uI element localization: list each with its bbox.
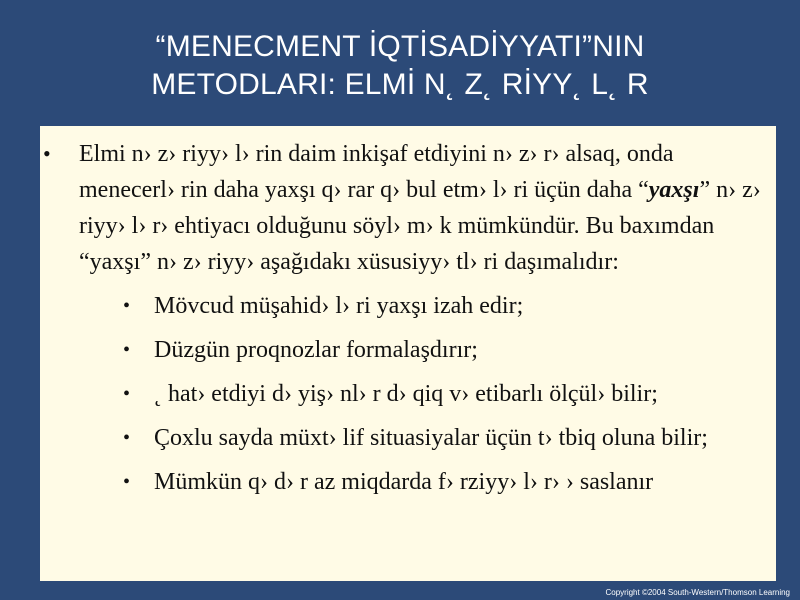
bullet-dot-icon: • — [43, 141, 51, 166]
sub-bullet-item — [79, 420, 762, 456]
sub-bullet-list — [79, 288, 762, 500]
sub-bullet-text: Çoxlu sayda müxt› lif situasiyalar üçün t› tbiq oluna bilir; — [154, 425, 708, 451]
slide-title-line-1: “MENECMENT İQTİSADİYYATI”NIN — [155, 30, 645, 63]
main-bullet-text — [79, 141, 761, 275]
sub-bullet-dot-icon: • — [123, 383, 131, 405]
sub-bullet-dot-icon: • — [123, 339, 131, 361]
sub-bullet-text: Mümkün q› d› r az miqdarda f› rziyy› l› r› › saslanır — [154, 469, 654, 495]
slide-title-line-2: METODLARI: ELMİ N˛ Z˛ RİYY˛ L˛ R — [151, 68, 649, 101]
sub-bullet-item — [79, 464, 762, 500]
sub-bullet-item — [79, 376, 762, 412]
intro-text-part-2: ” n› z› riyy› l› r› ehtiyacı olduğunu söyl› m› k mümkündür. Bu baxımdan “yaxşı” n› z› riyy› aşağıdakı xüsusiyy› tl› ri daşımalıdır: — [79, 177, 761, 275]
sub-bullet-item — [79, 288, 762, 324]
sub-bullet-dot-icon: • — [123, 295, 131, 317]
sub-bullet-text: ˛ hat› etdiyi d› yiş› nl› r d› qiq v› etibarlı ölçül› bilir; — [154, 381, 658, 407]
copyright-notice: Copyright ©2004 South-Western/Thomson Learning — [605, 588, 790, 597]
sub-bullet-text: Düzgün proqnozlar formalaşdırır; — [154, 337, 478, 363]
content-list — [40, 136, 776, 500]
intro-emphasis: yaxşı — [648, 177, 700, 203]
main-bullet — [40, 136, 776, 500]
sub-bullet-item — [79, 332, 762, 368]
intro-text-part-1: Elmi n› z› riyy› l› rin daim inkişaf etdiyini n› z› r› alsaq, onda menecerl› rin daha yaxşı q› rar q› bul etm› l› ri üçün daha “ — [79, 141, 674, 203]
sub-bullet-dot-icon: • — [123, 471, 131, 493]
sub-bullet-dot-icon: • — [123, 427, 131, 449]
slide-title — [0, 28, 800, 104]
sub-bullet-text: Mövcud müşahid› l› ri yaxşı izah edir; — [154, 293, 524, 319]
content-box — [40, 126, 776, 581]
